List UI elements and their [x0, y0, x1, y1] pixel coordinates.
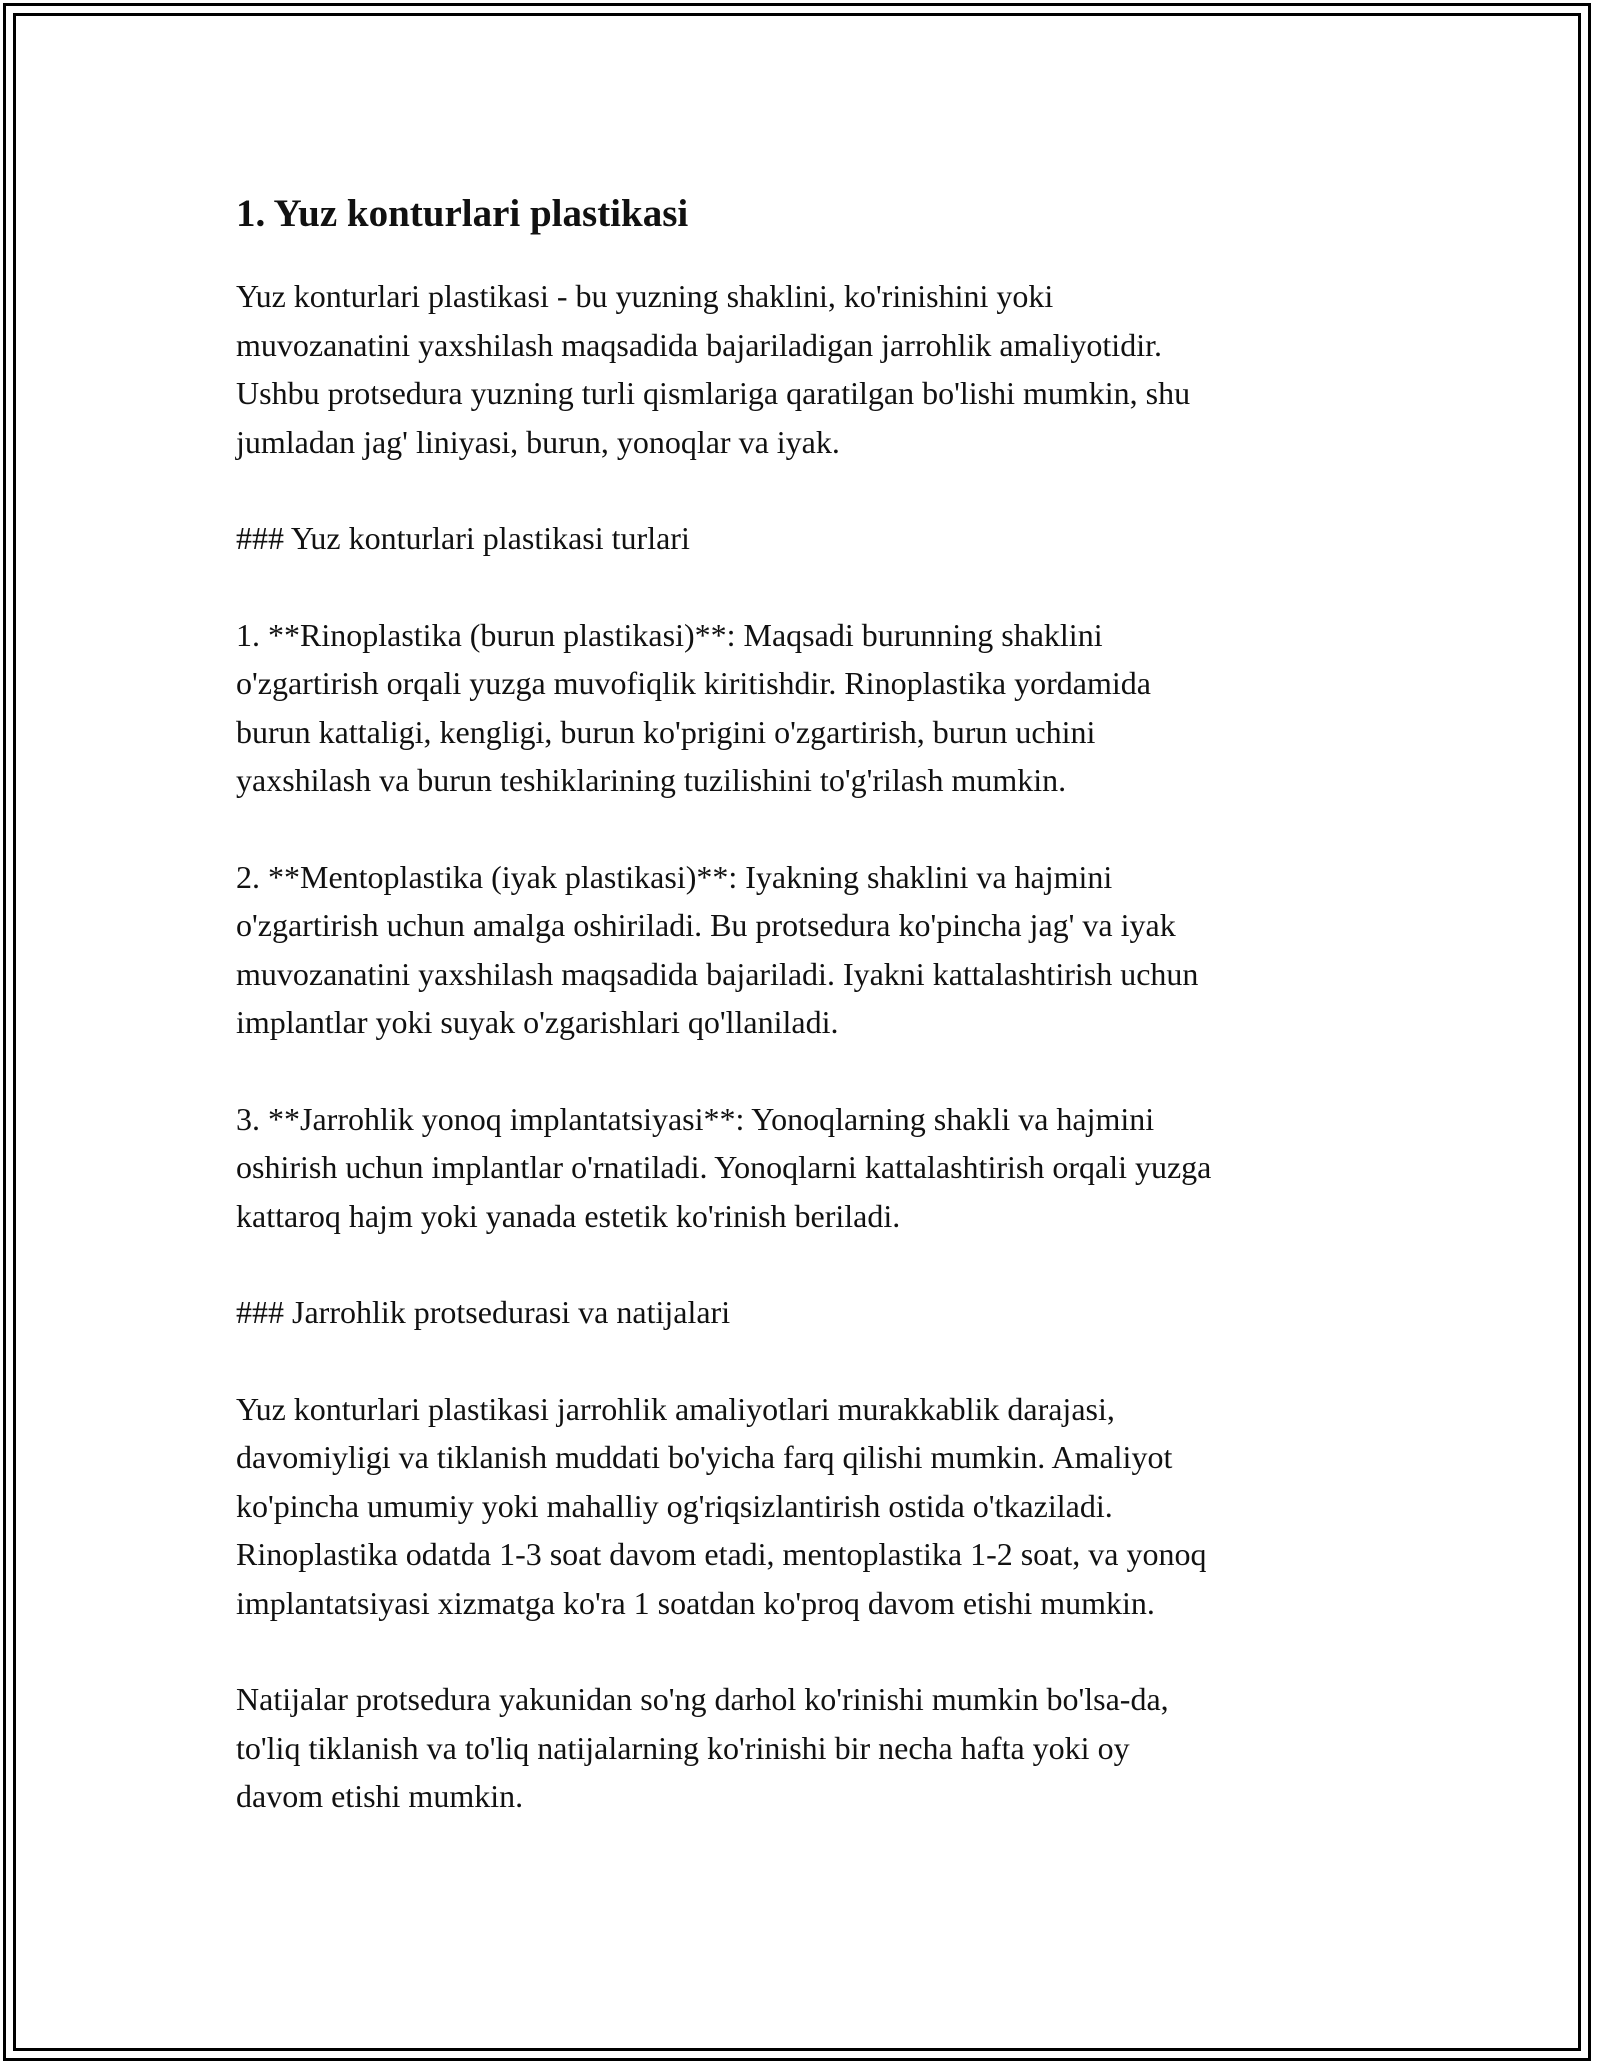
section-heading-procedure: ### Jarrohlik protsedurasi va natijalari	[236, 1294, 731, 1330]
list-item-cheek-implant: 3. **Jarrohlik yonoq implantatsiyasi**: Yonoqlarning shakli va hajmini oshirish uchun implantlar o'rnatiladi. Yonoqlarni kattalashtirish orqali yuzga kattaroq hajm yoki yanada estetik ko'rinish beriladi.	[236, 1100, 1212, 1234]
procedure-paragraph: Yuz konturlari plastikasi jarrohlik amaliyotlari murakkablik darajasi, davomiyligi va tiklanish muddati bo'yicha farq qilishi mumkin. Amaliyot ko'pincha umumiy yoki mahalliy og'riqsizlantirish ostida o'tkaziladi. Rinoplastika odatda 1-3 soat davom etadi, mentoplastika 1-2 soat, va yonoq implantatsiyasi xizmatga ko'ra 1 soatdan ko'proq davom etishi mumkin.	[236, 1390, 1207, 1621]
section-heading-types: ### Yuz konturlari plastikasi turlari	[236, 520, 690, 556]
results-paragraph: Natijalar protsedura yakunidan so'ng darhol ko'rinishi mumkin bo'lsa-da, to'liq tiklanish va to'liq natijalarning ko'rinishi bir necha hafta yoki oy davom etishi mumkin.	[236, 1681, 1169, 1814]
document-body	[236, 186, 1386, 1869]
list-item-rhinoplasty: 1. **Rinoplastika (burun plastikasi)**: Maqsadi burunning shaklini o'zgartirish orqali yuzga muvofiqlik kiritishdir. Rinoplastika yordamida burun kattaligi, kengligi, burun ko'prigini o'zgartirish, burun uchini yaxshilash va burun teshiklarining tuzilishini to'g'rilash mumkin.	[236, 616, 1151, 798]
document-title: 1. Yuz konturlari plastikasi	[236, 192, 689, 235]
intro-paragraph: Yuz konturlari plastikasi - bu yuzning shaklini, ko'rinishini yoki muvozanatini yaxshilash maqsadida bajariladigan jarrohlik amaliyotidir. Ushbu protsedura yuzning turli qismlariga qaratilgan bo'lishi mumkin, shu jumladan jag' liniyasi, burun, yonoqlar va iyak.	[236, 278, 1191, 460]
list-item-mentoplasty: 2. **Mentoplastika (iyak plastikasi)**: Iyakning shaklini va hajmini o'zgartirish uchun amalga oshiriladi. Bu protsedura ko'pincha jag' va iyak muvozanatini yaxshilash maqsadida bajariladi. Iyakni kattalashtirish uchun implantlar yoki suyak o'zgarishlari qo'llaniladi.	[236, 858, 1199, 1040]
